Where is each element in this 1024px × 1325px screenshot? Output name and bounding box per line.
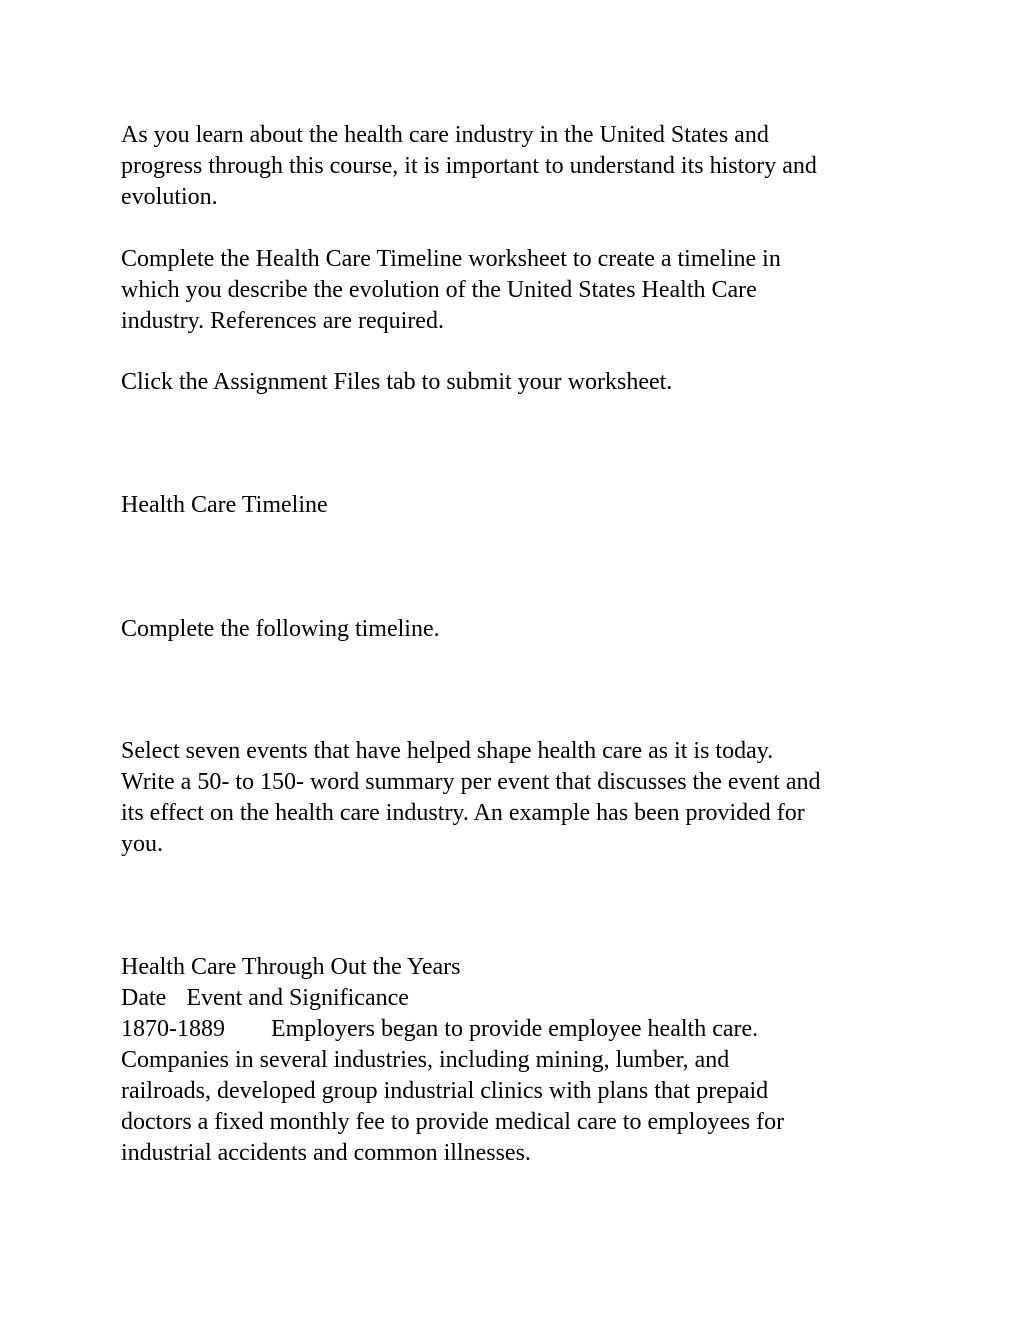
select-instructions-line: Select seven events that have helped shape health care as it is today.: [121, 738, 774, 764]
select-instructions-line: Write a 50- to 150- word summary per event that discusses the event and: [121, 769, 821, 795]
table-title: Health Care Through Out the Years: [121, 954, 461, 980]
example-event-title: Employers began to provide employee health care.: [271, 1016, 759, 1042]
header-date: Date: [121, 985, 167, 1011]
complete-prompt: [121, 614, 921, 645]
instructions-paragraph: [121, 244, 921, 337]
worksheet-title-text: Health Care Timeline: [121, 492, 328, 518]
example-description-line: industrial accidents and common illnesses.: [121, 1140, 531, 1166]
instructions-line: industry. References are required.: [121, 308, 444, 334]
timeline-table: [121, 952, 921, 1169]
complete-prompt-text: Complete the following timeline.: [121, 616, 440, 642]
select-instructions-line: you.: [121, 831, 163, 857]
worksheet-title: [121, 490, 921, 521]
example-date: 1870-1889: [121, 1016, 225, 1042]
example-description-line: Companies in several industries, including mining, lumber, and: [121, 1047, 730, 1073]
select-instructions-paragraph: [121, 736, 921, 860]
instructions-line: which you describe the evolution of the United States Health Care: [121, 277, 757, 303]
intro-paragraph: [121, 120, 921, 213]
example-row: [121, 1014, 921, 1045]
intro-line: evolution.: [121, 184, 218, 210]
submit-note-text: Click the Assignment Files tab to submit your worksheet.: [121, 369, 673, 395]
submit-note: [121, 367, 921, 398]
select-instructions-line: its effect on the health care industry. An example has been provided for: [121, 800, 805, 826]
example-description-line: doctors a fixed monthly fee to provide medical care to employees for: [121, 1109, 785, 1135]
intro-line: As you learn about the health care industry in the United States and: [121, 122, 769, 148]
instructions-line: Complete the Health Care Timeline worksheet to create a timeline in: [121, 246, 781, 272]
table-header-row: [121, 983, 921, 1014]
example-description-line: railroads, developed group industrial clinics with plans that prepaid: [121, 1078, 769, 1104]
header-event: Event and Significance: [186, 985, 409, 1011]
intro-line: progress through this course, it is important to understand its history and: [121, 153, 817, 179]
